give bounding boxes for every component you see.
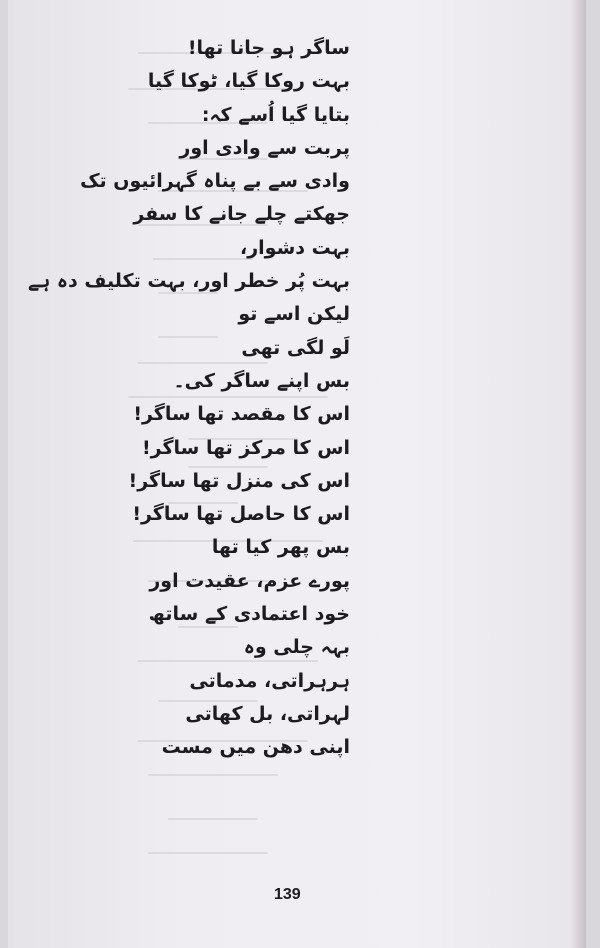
poem-line: اس کا مرکز تھا ساگر! xyxy=(142,436,350,459)
poem-line: لہراتی، بل کھاتی xyxy=(185,702,350,725)
poem-line: اس کا مقصد تھا ساگر! xyxy=(133,403,350,426)
poem-line: بہت دشوار، xyxy=(239,236,350,259)
poem-line: اس کا حاصل تھا ساگر! xyxy=(132,503,350,526)
poem-line: بس اپنے ساگر کی۔ xyxy=(173,369,350,392)
poem-text xyxy=(28,32,350,765)
poem-line: خود اعتمادی کے ساتھ xyxy=(148,603,350,626)
poem-line: لَو لگی تھی xyxy=(241,336,350,359)
poem-line: بہہ چلی وہ xyxy=(243,636,350,659)
poem-line: ہرہراتی، مدماتی xyxy=(189,669,350,692)
poem-line: بتایا گیا اُسے کہ: xyxy=(201,103,350,126)
page-edge-shadow xyxy=(570,0,586,948)
poem-line: جھکتے چلے جانے کا سفر xyxy=(133,203,350,226)
poem-line: اپنی دھن میں مست xyxy=(161,736,350,759)
poem-line: وادی سے بے پناہ گہرائیوں تک xyxy=(80,170,350,193)
poem-line: پورے عزم، عقیدت اور xyxy=(149,569,350,592)
book-page xyxy=(8,0,586,948)
poem-line: بس پھر کیا تھا xyxy=(211,536,350,559)
page-number: 139 xyxy=(274,886,301,903)
poem-line: بہت روکا گیا، ٹوکا گیا xyxy=(147,70,350,93)
poem-line: پربت سے وادی اور xyxy=(179,136,350,159)
poem-line: لیکن اسے تو xyxy=(238,303,350,326)
poem-line: بہت پُر خطر اور، بہت تکلیف دہ ہے xyxy=(28,270,350,293)
poem-line: ساگر ہو جانا تھا! xyxy=(187,37,350,59)
poem-line: اس کی منزل تھا ساگر! xyxy=(128,469,350,492)
